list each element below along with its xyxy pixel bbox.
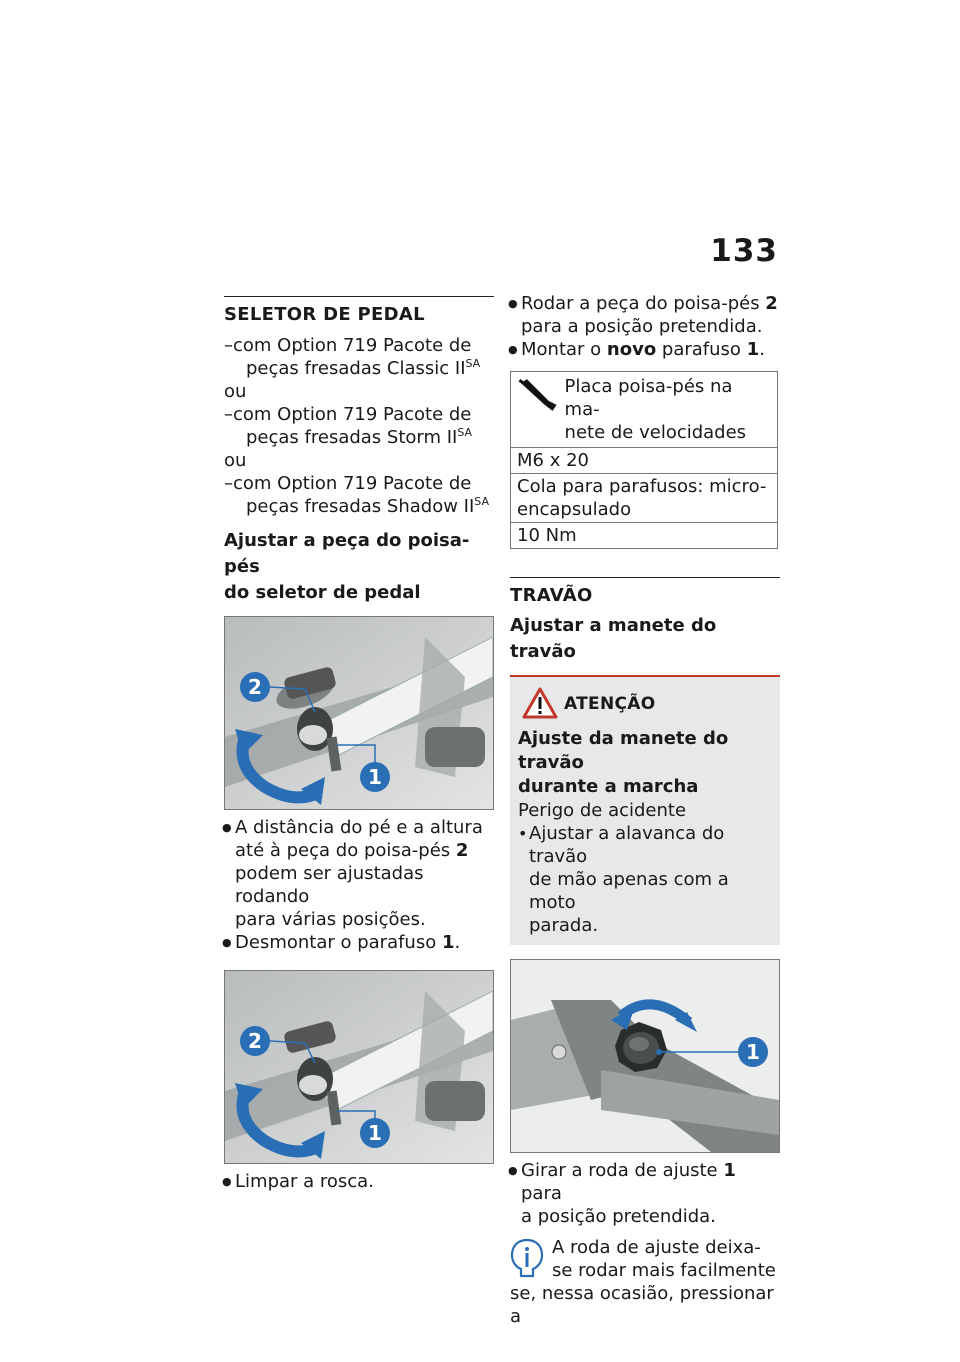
brake-lever-illustration xyxy=(511,960,779,1152)
info-text-line3: se, nessa ocasião, pressionar a xyxy=(510,1283,774,1327)
info-text-line2: se rodar mais facilmente xyxy=(552,1260,776,1281)
callout-label-2: 2 xyxy=(248,675,262,699)
bullet-limpar: ● Limpar a rosca. xyxy=(224,1170,494,1193)
bullet-rodar: ● Rodar a peça do poisa-pés 2 para a posição pretendida. xyxy=(510,292,780,338)
page-number: 133 xyxy=(710,233,778,269)
wrench-icon xyxy=(517,375,561,415)
footrest-photo-2 xyxy=(224,970,494,1164)
footrest-illustration-2 xyxy=(225,971,493,1163)
warning-heading: Ajuste da manete do travão durante a marcha xyxy=(518,728,729,797)
section-title-seletor: SELETOR DE PEDAL xyxy=(224,304,425,325)
spec-row-glue: Cola para parafusos: micro- encapsulado xyxy=(511,474,778,523)
warning-box xyxy=(510,675,780,945)
subhead-ajustar-peca: Ajustar a peça do poisa-pés do seletor de pedal xyxy=(224,530,470,603)
bullet-desmontar: ● Desmontar o parafuso 1. xyxy=(224,931,494,954)
subhead-ajustar-manete: Ajustar a manete do travão xyxy=(510,615,717,662)
option-item-classic: –com Option 719 Pacote de peças fresadas Classic $II^{SA}$ xyxy=(224,335,481,379)
or-text: ou xyxy=(224,450,247,471)
option-item-storm: –com Option 719 Pacote de peças fresadas Storm $II^{SA}$ xyxy=(224,404,473,448)
footrest-illustration-1 xyxy=(225,617,493,809)
warning-triangle-icon xyxy=(522,687,558,719)
section-rule xyxy=(510,577,780,578)
right-column xyxy=(510,288,780,1328)
bullet-girar: ● Girar a roda de ajuste 1 para a posição pretendida. xyxy=(510,1159,780,1228)
warning-title: ATENÇÃO xyxy=(564,694,656,714)
info-note xyxy=(510,1236,780,1328)
section-rule xyxy=(224,296,494,297)
callout-label-1: 1 xyxy=(368,765,382,789)
section-title-travao: TRAVÃO xyxy=(510,585,593,606)
callout-label-2: 2 xyxy=(248,1029,262,1053)
bullet-montar: ● Montar o novo parafuso 1. xyxy=(510,338,780,361)
spec-row-size: M6 x 20 xyxy=(511,448,778,474)
callout-label-1: 1 xyxy=(368,1121,382,1145)
option-item-shadow: –com Option 719 Pacote de peças fresadas Shadow $II^{SA}$ xyxy=(224,473,489,517)
spec-header-cell: Placa poisa-pés na ma- nete de velocidades xyxy=(511,372,778,448)
warning-bullet: • Ajustar a alavanca do travão de mão apenas com a moto parada. xyxy=(518,822,772,937)
or-text: ou xyxy=(224,381,247,402)
footrest-photo-1 xyxy=(224,616,494,810)
info-icon xyxy=(510,1238,544,1278)
spec-row-torque: 10 Nm xyxy=(511,523,778,549)
bullet-distancia: ● A distância do pé e a altura até à peça do poisa-pés 2 podem ser ajustadas rodando para várias posições. xyxy=(224,816,494,931)
torque-spec-table xyxy=(510,371,778,549)
warning-text: Perigo de acidente xyxy=(518,800,687,821)
left-column xyxy=(224,288,494,1193)
info-text-line1: A roda de ajuste deixa- xyxy=(552,1237,761,1258)
brake-lever-photo xyxy=(510,959,780,1153)
callout-label-1: 1 xyxy=(746,1040,760,1064)
